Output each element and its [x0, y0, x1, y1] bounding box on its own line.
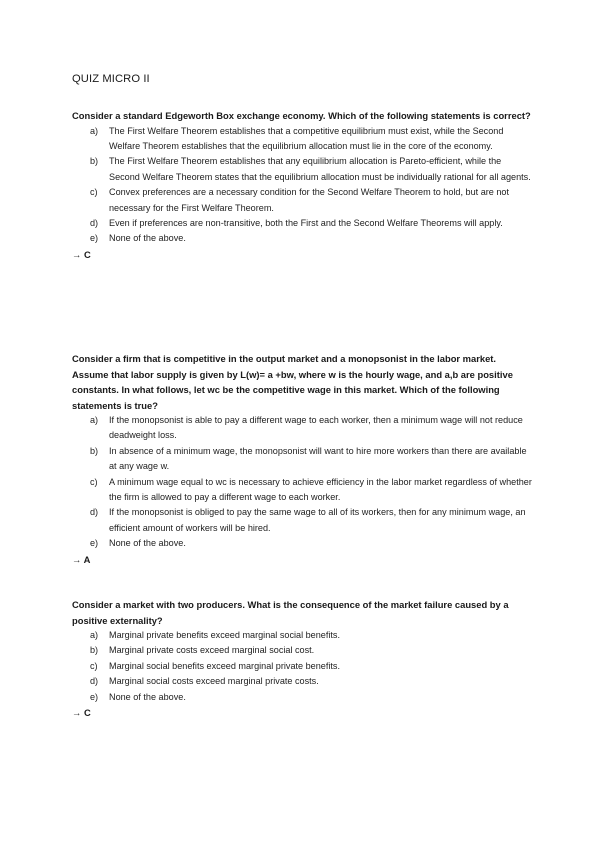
- option-item: [72, 690, 532, 705]
- page-title: QUIZ MICRO II: [72, 73, 150, 85]
- option-letter: b): [90, 156, 99, 167]
- option-text: A minimum wage equal to wc is necessary to achieve efficiency in the labor market regardless of whether the firm is allowed to pay a different wage to each worker.: [109, 476, 532, 503]
- option-item: [72, 444, 532, 475]
- option-letter: d): [90, 217, 99, 228]
- option-item: [72, 628, 532, 643]
- option-item: [72, 413, 532, 444]
- option-text: If the monopsonist is able to pay a different wage to each worker, then a minimum wage will not reduce deadweight loss.: [109, 415, 523, 441]
- question-2: [72, 351, 532, 567]
- option-letter: e): [90, 691, 99, 702]
- option-item: [72, 659, 532, 674]
- option-list: [72, 413, 532, 552]
- option-letter: c): [90, 476, 98, 487]
- option-item: [72, 231, 532, 246]
- option-letter: a): [90, 415, 99, 425]
- option-letter: d): [90, 676, 99, 687]
- option-item: [72, 124, 532, 155]
- option-item: [72, 505, 532, 536]
- option-text: Marginal private benefits exceed marginal social benefits.: [109, 630, 341, 640]
- answer-key: → C: [72, 248, 91, 260]
- option-text: Marginal private costs exceed marginal social cost.: [109, 645, 315, 656]
- option-item: [72, 674, 532, 689]
- option-letter: d): [90, 507, 99, 518]
- option-text: The First Welfare Theorem establishes that a competitive equilibrium must exist, while the Second Welfare Theorem establishes that the equilibrium allocation must lie in the core of the economy.: [109, 125, 504, 151]
- option-item: [72, 475, 532, 506]
- option-letter: a): [90, 125, 99, 136]
- option-item: [72, 643, 532, 658]
- option-letter: e): [90, 538, 99, 549]
- option-letter: a): [90, 630, 99, 640]
- question-prompt: Consider a firm that is competitive in the output market and a monopsonist in the labor market. Assume that labor supply is given by L(w)= a +bw, where w is the hourly wage, and a,b are positive constants. In what follows, let wc be the competitive wage in this market. Which of the following statements is true?: [72, 353, 513, 411]
- question-prompt: Consider a market with two producers. What is the consequence of the market failure caused by a positive externality?: [72, 599, 509, 626]
- option-text: In absence of a minimum wage, the monopsonist will want to hire more workers than there are available at any wage w.: [109, 445, 527, 472]
- option-text: If the monopsonist is obliged to pay the same wage to all of its workers, then for any minimum wage, an efficient amount of workers will be hired.: [109, 507, 526, 533]
- option-letter: c): [90, 187, 98, 198]
- option-text: Marginal social costs exceed marginal private costs.: [109, 676, 319, 687]
- option-item: [72, 154, 532, 185]
- option-letter: b): [90, 645, 99, 656]
- option-list: [72, 628, 532, 705]
- option-letter: c): [90, 660, 98, 671]
- option-letter: b): [90, 445, 99, 456]
- option-text: Marginal social benefits exceed marginal private benefits.: [109, 660, 341, 671]
- option-text: None of the above.: [109, 233, 186, 244]
- question-3: [72, 597, 532, 721]
- question-prompt: Consider a standard Edgeworth Box exchange economy. Which of the following statements is correct?: [72, 110, 531, 121]
- option-text: Convex preferences are a necessary condition for the Second Welfare Theorem to hold, but are not necessary for the First Welfare Theorem.: [109, 187, 510, 213]
- answer-key: → C: [72, 707, 91, 719]
- option-item: [72, 216, 532, 231]
- option-text: Even if preferences are non-transitive, both the First and the Second Welfare Theorems will apply.: [109, 217, 503, 228]
- option-letter: e): [90, 233, 99, 244]
- option-text: None of the above.: [109, 538, 186, 549]
- option-item: [72, 185, 532, 216]
- question-1: [72, 108, 532, 262]
- answer-key: → A: [72, 553, 91, 565]
- option-item: [72, 536, 532, 551]
- option-list: [72, 124, 532, 247]
- option-text: The First Welfare Theorem establishes that any equilibrium allocation is Pareto-efficient, while the Second Welfare Theorem states that the equilibrium allocation must be individually rational for all agents.: [109, 156, 531, 182]
- option-text: None of the above.: [109, 691, 186, 702]
